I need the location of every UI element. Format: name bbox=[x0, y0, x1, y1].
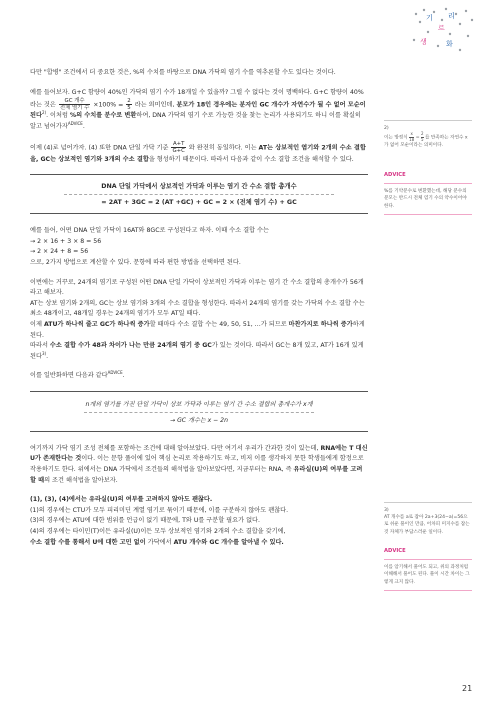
bold-text: 마찬가지로 하나씩 증가 bbox=[288, 320, 353, 328]
sidebar-footnote-2 bbox=[384, 120, 472, 149]
text: ×100% = bbox=[93, 101, 124, 109]
fraction-numerator: GC 개수 bbox=[59, 98, 90, 105]
footnote bbox=[384, 120, 472, 149]
footnote-label: 2) bbox=[384, 126, 389, 131]
fraction-x-18 bbox=[409, 132, 414, 142]
fraction-at-gc bbox=[171, 141, 185, 154]
text: = bbox=[415, 135, 420, 141]
text: 예를 들어보자. G+C 함량이 40%인 가닥의 염기 수가 18개일 수 있을까? 그럴 수 없다는 것이 명백하다. G+C 함량이 40%라는 것은 bbox=[30, 88, 364, 109]
fraction-denominator: 전체 염기 수 bbox=[59, 105, 90, 112]
paragraph-reverse bbox=[30, 278, 368, 363]
deco-letter-1: 기 bbox=[426, 14, 433, 22]
text: . bbox=[122, 372, 125, 380]
paragraph-intro: 다만 "합병" 조건에서 더 중요한 것은, %의 수치를 바탕으로 DNA 가닥의 염기 수를 역추론할 수도 있다는 것이다. bbox=[30, 69, 336, 76]
fraction-two-fifths bbox=[126, 98, 131, 111]
paragraph-hydrogen-bond bbox=[30, 141, 368, 165]
paragraph-rna bbox=[30, 444, 368, 486]
page-number: 21 bbox=[462, 684, 473, 693]
fraction-numerator: A+T bbox=[172, 141, 185, 148]
bold-text: %의 수치를 분수로 변환 bbox=[69, 112, 137, 120]
advice-ref: ADVICE bbox=[107, 370, 123, 376]
formula-box-title: DNA 단일 가닥에서 상보적인 가닥과 이루는 염기 간 수소 결합 총개수 bbox=[64, 181, 334, 195]
text: 하여, DNA 가닥의 염기 수로 가능한 것을 찾는 논리가 사용되기도 하니 이를 확실히 알고 넘어가자 bbox=[30, 112, 361, 130]
text: AT는 상보 염기와 2개의, GC는 상보 염기와 3개의 수소 결합을 형성한다. 따라서 24개의 염기를 갖는 가닥의 수소 결합 수는 최소 48개이고, 48개일 경우는 24개의 염기가 모두 AT일 때다. bbox=[30, 299, 365, 318]
advice-tag: ADVICE bbox=[384, 548, 406, 554]
list-item: (4)의 경우에는 타이민(T)이든 유라실(U)이든 모두 상보적인 염기와 2개의 수소 결합을 갖기에, bbox=[30, 528, 286, 536]
text: 따라서 bbox=[30, 342, 48, 350]
text: 여기까지 가닥 염기 조성 전체를 포함하는 조건에 대해 알아보았다. 다만 여기서 우리가 간과한 것이 있는데, bbox=[30, 444, 319, 452]
advice-text: %를 기약분수로 변환했는데, 해당 분수의 분모는 반드시 전체 염기 수의 약수이어야 한다. bbox=[384, 183, 472, 215]
advice-ref: ADVICE bbox=[67, 120, 83, 126]
text: 이를 일반화하면 다음과 같다 bbox=[30, 372, 108, 380]
text: 이제 bbox=[30, 320, 42, 328]
formula-box-title: n개의 염기를 가진 단일 가닥이 상보 가닥과 이루는 염기 간 수소 결합의 총개수가 x개 bbox=[84, 399, 314, 413]
formula-box-equation: = 2AT + 3GC = 2 (AT +GC) + GC = 2 × (전체 염기 수) + GC bbox=[101, 199, 297, 207]
text: 이번에는 거꾸로, 24개의 염기로 구성된 어떤 DNA 단일 가닥이 상보적인 가닥과 이루는 염기 간 수소 결합의 총개수가 56개라고 해보자. bbox=[30, 278, 364, 297]
bold-text: 분모가 18인 경우에는 분자인 GC 개수가 자연수가 될 수 없어 모순이 된다 bbox=[30, 101, 366, 120]
sidebar-advice-1 bbox=[384, 172, 472, 215]
bold-text: 수소 결합 수를 통해서 U에 대한 고민 없이 bbox=[30, 538, 146, 546]
formula-box-general bbox=[30, 391, 368, 432]
calc-line-3: 으로, 2가지 방법으로 계산할 수 있다. 문항에 따라 편한 방법을 선택하면 된다. bbox=[30, 258, 241, 266]
fraction-denominator: 18 bbox=[409, 136, 415, 142]
sidebar-footnote-3 bbox=[384, 502, 472, 536]
deco-letter-4: 생 bbox=[420, 38, 427, 46]
text: 라는 의미인데, bbox=[134, 101, 175, 109]
text: 이제 (4)로 넘어가자. (4) 또한 DNA 단일 가닥 기준 bbox=[30, 144, 169, 152]
fraction-gc-ratio bbox=[59, 98, 90, 111]
fraction-denominator: 5 bbox=[127, 105, 131, 112]
fraction-numerator: 2 bbox=[421, 131, 424, 137]
bold-text: RNA에는 T 대신 U가 존재한다는 것 bbox=[30, 444, 368, 463]
paragraph-uracil bbox=[30, 495, 368, 548]
header-decoration bbox=[402, 6, 482, 58]
text: 하게 된다. bbox=[30, 320, 365, 339]
text: 를 만족하는 자연수 x가 없어 모순이라는 의미이다. bbox=[384, 135, 468, 149]
text: . bbox=[82, 122, 85, 130]
bold-text: ATU 개수와 GC 개수를 알아낼 수 있다. bbox=[173, 538, 284, 546]
text: . bbox=[46, 352, 49, 360]
text: 이는 방정식 bbox=[384, 135, 408, 141]
paragraph-example-gc bbox=[30, 88, 368, 133]
deco-letter-5: 화 bbox=[446, 40, 453, 48]
section-heading: (1), (3), (4)에서는 유라실(U)의 여부를 고려하지 않아도 괜찮다. bbox=[30, 496, 213, 504]
footnote bbox=[384, 502, 472, 536]
text: 이다. 이는 문항 풀이에 있어 핵심 논리로 작용하기도 하고, 비저 이를 생각하지 못한 학생들에게 함정으로 작용하기도 한다. 위에서는 DNA 가닥에서 조건들의 해석법을 알아보았다면, 지금부터는 RNA, 즉 bbox=[30, 455, 364, 474]
text: AT 개수를 a로 잡아 2a+3(24−a)=56으로 쉬운 풀이인 만큼, 어차피 미지수를 잡는 것 자체가 부담스러운 일이다. bbox=[384, 515, 470, 535]
bold-text: 수소 결합 수가 48과 차이가 나는 만큼 24개의 염기 중 GC bbox=[49, 342, 212, 350]
paragraph-example-calc bbox=[30, 226, 368, 268]
footnote-ref-2: 2) bbox=[41, 110, 47, 116]
text: 할 때마다 수소 결합 수는 49, 50, 51, …가 되므로 bbox=[149, 320, 287, 328]
text: 가 있는 것이다. 따라서 GC는 8개 있고, AT가 16개 있게 된다 bbox=[30, 342, 364, 360]
calc-line-2: → 2 × 24 + 8 = 56 bbox=[30, 248, 89, 256]
text: . 이처럼 bbox=[46, 112, 68, 120]
text: 예를 들어, 어떤 DNA 단일 가닥이 16AT와 8GC로 구성된다고 하자. 이때 수소 결합 수는 bbox=[30, 227, 269, 235]
text: 을 형성하기 때문이다. 따라서 다음과 같이 수소 결합 조건을 해석할 수 있다. bbox=[148, 155, 354, 163]
bold-text: AT는 상보적인 염기와 2개의 수소 결합을, GC는 상보적인 염기와 3개의 수소 결합 bbox=[30, 144, 366, 163]
fraction-numerator: x bbox=[410, 131, 413, 137]
bold-text: 유라실(U)의 여부를 고려할 때 bbox=[30, 466, 363, 484]
fraction-2-5 bbox=[421, 132, 424, 142]
formula-box-equation: → GC 개수는 x − 2n bbox=[170, 416, 228, 424]
footnote-label: 3) bbox=[384, 508, 389, 513]
text: 의 조건 해석법을 알아보자. bbox=[44, 476, 118, 484]
text: 와 완전히 동일하다. 이는 bbox=[188, 144, 257, 152]
fraction-denominator: G+C bbox=[172, 148, 185, 155]
fraction-numerator: 2 bbox=[127, 98, 131, 105]
text: 가닥에서 bbox=[147, 538, 172, 546]
list-item: (1)의 경우에는 CTU가 모두 피리미딘 계열 염기로 묶이기 때문에, 이를 구분하지 않아도 괜찮다. bbox=[30, 506, 289, 514]
footnote-ref-3: 3) bbox=[41, 350, 47, 356]
advice-text: 이를 암기해서 풀어도 되고, 위의 과정처럼 이해해서 풀어도 된다. 풀이 시간 차이는 그렇게 크지 않다. bbox=[384, 559, 472, 591]
fraction-denominator: 5 bbox=[421, 136, 424, 142]
advice-tag: ADVICE bbox=[384, 172, 406, 178]
main-content bbox=[30, 68, 368, 557]
list-item: (3)의 경우에는 ATU에 대한 범위를 언급이 없기 때문에, T와 U를 구분할 필요가 없다. bbox=[30, 517, 261, 525]
deco-letter-2: 리 bbox=[448, 12, 455, 20]
paragraph-generalize bbox=[30, 371, 368, 382]
sidebar-advice-2 bbox=[384, 548, 472, 591]
formula-box-hydrogen-bonds bbox=[30, 174, 368, 214]
calc-line-1: → 2 × 16 + 3 × 8 = 56 bbox=[30, 237, 102, 245]
bold-text: ATU가 하나씩 줄고 GC가 하나씩 증가 bbox=[43, 320, 150, 328]
deco-letter-3: 르 bbox=[438, 24, 445, 32]
